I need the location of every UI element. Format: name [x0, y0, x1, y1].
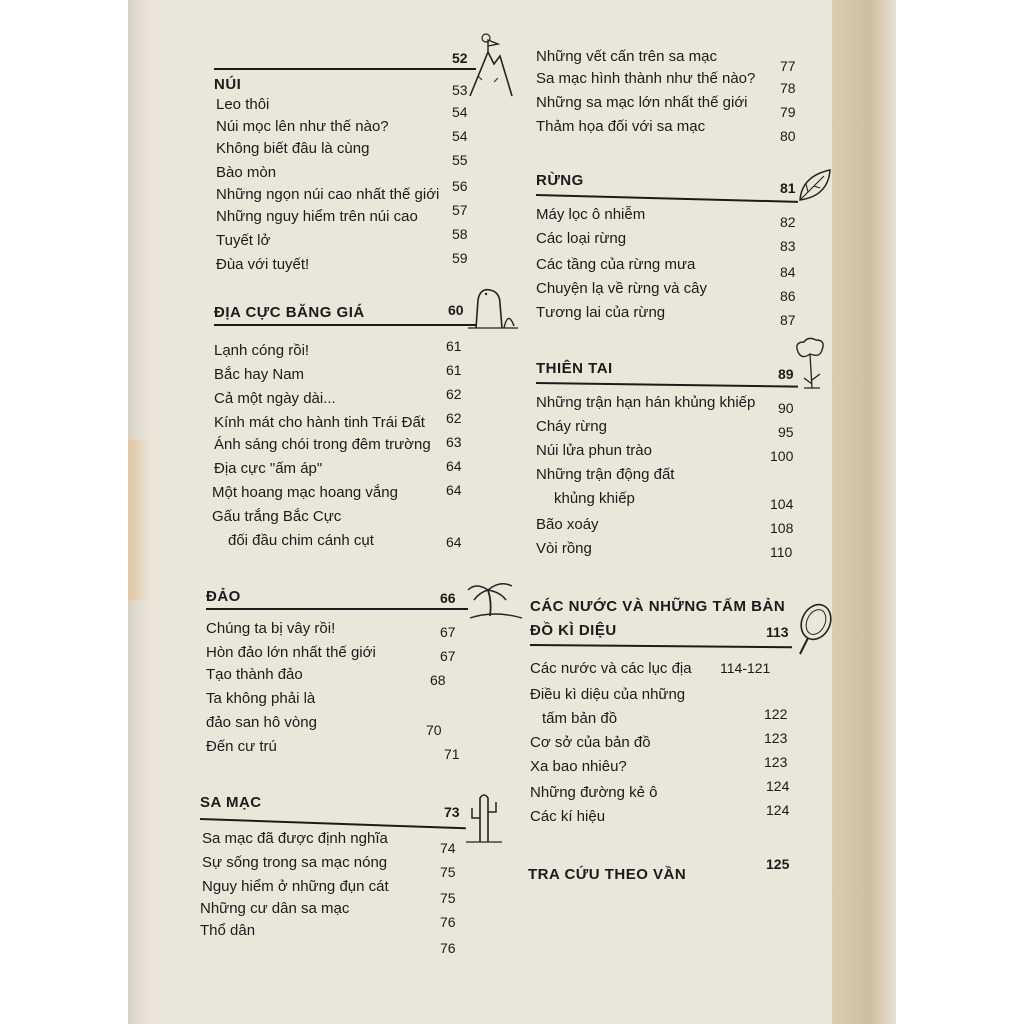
page-number: 58: [452, 226, 468, 242]
page-number: 54: [452, 128, 468, 144]
toc-entry: Những nguy hiểm trên núi cao: [216, 208, 418, 225]
toc-entry: Những cư dân sa mạc: [200, 900, 350, 917]
section-page: 66: [440, 590, 456, 606]
page-number: 57: [452, 202, 468, 218]
toc-entry: Sự sống trong sa mạc nóng: [202, 854, 388, 871]
page-number: 64: [446, 458, 462, 474]
page-number: 100: [770, 448, 794, 464]
page-number: 95: [778, 424, 794, 440]
toc-entry: Núi lửa phun trào: [536, 442, 652, 459]
page-number: 56: [452, 178, 468, 194]
toc-entry: Chuyện lạ về rừng và cây: [536, 280, 707, 297]
page-number: 75: [440, 890, 456, 906]
toc-entry: Đến cư trú: [206, 738, 277, 755]
toc-entry: khủng khiếp: [554, 490, 635, 507]
toc-entry: Tạo thành đảo: [206, 666, 303, 683]
toc-entry: Tương lai của rừng: [536, 304, 666, 321]
toc-entry: Hòn đảo lớn nhất thế giới: [206, 644, 376, 661]
toc-entry: tấm bản đồ: [542, 710, 618, 727]
page-number: 87: [780, 312, 796, 328]
toc-entry: Địa cực "ấm áp": [214, 460, 323, 477]
section-title: SA MẠC: [200, 794, 262, 811]
page-number: 123: [764, 730, 788, 746]
page-number: 124: [766, 778, 790, 794]
page-number: 70: [426, 722, 442, 738]
section-rule: [536, 194, 798, 203]
page-number: 67: [440, 624, 456, 640]
page-number: 68: [430, 672, 446, 688]
page-number: 61: [446, 362, 462, 378]
toc-entry: Cơ sở của bản đồ: [530, 734, 651, 751]
explosion-icon: [790, 336, 830, 396]
page-number: 108: [770, 520, 794, 536]
page-number: 64: [446, 534, 462, 550]
page-number: 55: [452, 152, 468, 168]
page-number: 114-121: [720, 660, 771, 676]
section-title: CÁC NƯỚC VÀ NHỮNG TẤM BẢN: [530, 598, 786, 615]
section-page: 125: [766, 856, 790, 872]
page-number: 71: [444, 746, 460, 762]
toc-entry: Núi mọc lên như thế nào?: [216, 118, 389, 135]
page-number: 122: [764, 706, 788, 722]
section-page: 113: [766, 624, 789, 640]
page-number: 83: [780, 238, 796, 254]
toc-entry: Sa mạc đã được định nghĩa: [202, 830, 388, 847]
page-number: 62: [446, 410, 462, 426]
toc-entry: Những vết cấn trên sa mạc: [536, 48, 717, 65]
section-title: THIÊN TAI: [536, 360, 613, 377]
toc-entry: Leo thôi: [216, 96, 270, 113]
section-title: ĐỊA CỰC BĂNG GIÁ: [214, 304, 365, 321]
section-page: 73: [444, 804, 460, 820]
toc-entry: Ta không phải là: [206, 690, 316, 707]
section-title: NÚI: [214, 76, 242, 93]
toc-entry: Các kí hiệu: [530, 808, 606, 825]
page-number: 76: [440, 914, 456, 930]
toc-entry: Những trận động đất: [536, 466, 675, 483]
page-number: 63: [446, 434, 462, 450]
section-page: 81: [780, 180, 796, 196]
toc-entry: Cháy rừng: [536, 418, 607, 435]
page-number: 104: [770, 496, 794, 512]
toc-entry: Bão xoáy: [536, 516, 599, 533]
toc-entry: Tuyết lở: [216, 232, 271, 249]
toc-entry: Sa mạc hình thành như thế nào?: [536, 70, 756, 87]
page-number: 86: [780, 288, 796, 304]
toc-entry: Những sa mạc lớn nhất thế giới: [536, 94, 748, 111]
toc-entry: Lạnh cóng rồi!: [214, 342, 310, 359]
page-number: 61: [446, 338, 462, 354]
toc-entry: Những ngọn núi cao nhất thế giới: [216, 186, 440, 203]
page-number: 74: [440, 840, 456, 856]
page-number: 84: [780, 264, 796, 280]
page-number: 62: [446, 386, 462, 402]
section-title: ĐẢO: [206, 588, 241, 605]
toc-entry: Không biết đâu là cùng: [216, 140, 370, 157]
section-page: 89: [778, 366, 794, 382]
section-page: 52: [452, 50, 468, 66]
toc-entry: Thổ dân: [200, 922, 256, 939]
toc-entry: Gấu trắng Bắc Cực: [212, 508, 342, 525]
page-number: 78: [780, 80, 796, 96]
toc-entry: Các nước và các lục địa: [530, 660, 692, 677]
page-number: 79: [780, 104, 796, 120]
toc-entry: Những trận hạn hán khủng khiếp: [536, 394, 756, 411]
toc-entry: Nguy hiểm ở những đụn cát: [202, 878, 389, 895]
toc-entry: Vòi rồng: [536, 540, 592, 557]
page-number: 67: [440, 648, 456, 664]
toc-entry: Ánh sáng chói trong đêm trường: [214, 436, 431, 453]
toc-entry: Xa bao nhiêu?: [530, 758, 627, 775]
section-rule: [536, 382, 798, 388]
section-title: RỪNG: [536, 172, 584, 189]
toc-entry: Những đường kẻ ô: [530, 784, 658, 801]
toc-entry: đảo san hô vòng: [206, 714, 317, 731]
toc-entry: Điều kì diệu của những: [530, 686, 686, 703]
page-number: 64: [446, 482, 462, 498]
toc-entry: Cả một ngày dài...: [214, 390, 336, 407]
section-rule: [530, 644, 792, 648]
section-title-line2: ĐỒ KÌ DIỆU: [530, 622, 617, 639]
page-number: 75: [440, 864, 456, 880]
page-number: 76: [440, 940, 456, 956]
page-number: 124: [766, 802, 790, 818]
toc-entry: Máy lọc ô nhiễm: [536, 206, 646, 223]
toc-entry: Một hoang mạc hoang vắng: [212, 484, 398, 501]
page-number: 77: [780, 58, 796, 74]
page-number: 53: [452, 82, 468, 98]
toc-entry: Đùa với tuyết!: [216, 256, 310, 273]
toc-entry: Thảm họa đối với sa mạc: [536, 118, 706, 135]
section-title: TRA CỨU THEO VẦN: [528, 866, 687, 883]
toc-entry: đối đầu chim cánh cụt: [228, 532, 374, 549]
page-number: 110: [770, 544, 793, 560]
page-number: 123: [764, 754, 788, 770]
toc-entry: Bào mòn: [216, 164, 277, 181]
toc-entry: Các tầng của rừng mưa: [536, 256, 696, 273]
page-number: 59: [452, 250, 468, 266]
magnifier-icon: [794, 598, 840, 658]
page-number: 82: [780, 214, 796, 230]
leaf-icon: [796, 166, 836, 206]
toc-entry: Chúng ta bị vây rồi!: [206, 620, 336, 637]
page-number: 80: [780, 128, 796, 144]
page-number: 54: [452, 104, 468, 120]
section-page: 60: [448, 302, 464, 318]
toc-entry: Bắc hay Nam: [214, 366, 305, 383]
toc-entry: Kính mát cho hành tinh Trái Đất: [214, 414, 425, 431]
page-number: 90: [778, 400, 794, 416]
toc-entry: Các loại rừng: [536, 230, 627, 247]
